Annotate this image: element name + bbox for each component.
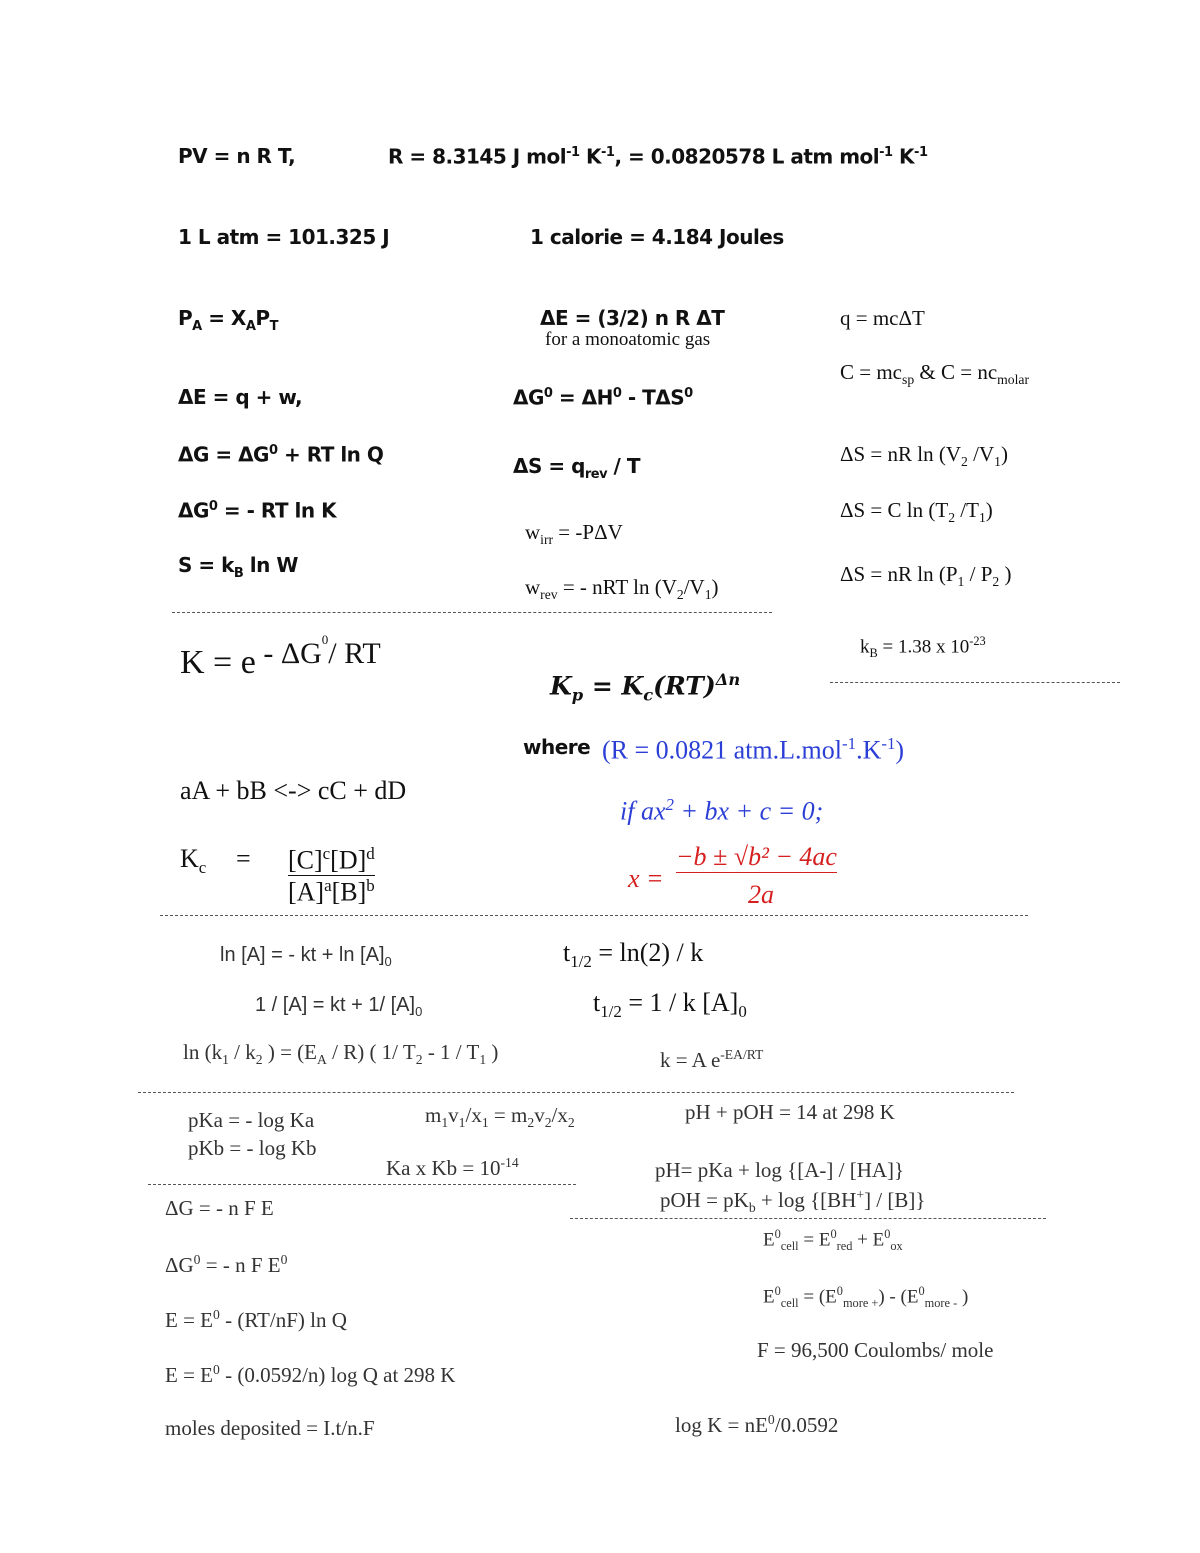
gibbs-cell-standard: $\Delta G^0$ = - n F $E^0$	[165, 1252, 288, 1277]
kc-equals: =	[236, 844, 251, 873]
quadratic-condition: if $ax^2$ + bx + c = 0;	[620, 795, 824, 826]
first-law: ΔE = q + w,	[178, 385, 303, 409]
moles-deposited: moles deposited = I.t/n.F	[165, 1416, 375, 1440]
gibbs-equilibrium: $\Delta G^0$ = - RT ln K	[178, 498, 337, 523]
gas-constant-values: R = 8.3145 J mol$^{-1}$ $K^{-1}$, = 0.0820578 L atm mol$^{-1}$ $K^{-1}$	[388, 144, 928, 169]
half-life-second-order: $t_{1/2} = 1 / k$ $[A]_0$	[593, 988, 747, 1022]
quadratic-x: x =	[628, 864, 664, 893]
work-reversible: $w_{rev}$ = - nRT $\ln (V_2/V_1)$	[525, 575, 719, 603]
monoatomic-energy: ΔE = (3/2) n R ΔT	[540, 306, 725, 330]
entropy-volume: ΔS = nR $\ln (V_2$ $/V_1$)	[840, 442, 1008, 470]
cell-potential-difference: $E^0_{cell} = (E^0_{more +}) - (E^0_{more -}$ )	[763, 1284, 969, 1311]
first-order-law: ln [A] = - kt + $\ln [A]_0$	[220, 944, 392, 969]
cell-potential-sum: $E^0_{cell} = E^0_{red} + E^0_{ox}$	[763, 1227, 903, 1254]
dilution-equation: $m_1v_1/x_1 = m_2v_2/x_2$	[425, 1103, 575, 1131]
second-order-law: 1 / [A] = kt + 1/ $[A]_0$	[255, 994, 423, 1019]
nernst-298k: $E = E^0 - (0.0592/n)$ log Q at 298 K	[165, 1362, 456, 1387]
henderson-base: pOH = $pK_b + \log \{[BH^+] / [B]\}$	[660, 1187, 926, 1216]
kc-numerator: $[C]^c[D]^d$	[288, 844, 375, 875]
quadratic-numerator: −b ± √b² − 4ac	[676, 842, 837, 871]
nernst-equation: $E = E^0 - (RT/nF)$ ln Q	[165, 1307, 347, 1332]
pkb-definition: pKb = - log Kb	[188, 1136, 317, 1160]
ideal-gas-law: PV = n R T,	[178, 144, 296, 168]
latm-conversion: 1 L atm = 101.325 J	[178, 225, 390, 249]
log-k-relation: $\log K = nE^0/0.0592$	[675, 1412, 839, 1437]
heat-equation: q = mcΔT	[840, 306, 925, 330]
divider-line	[148, 1184, 576, 1185]
work-irreversible: $w_{irr} = -P\Delta V$	[525, 520, 623, 548]
partial-pressure: $P_A = X_AP_T$	[178, 306, 278, 334]
quadratic-denominator: 2a	[748, 880, 774, 909]
divider-line	[570, 1218, 1046, 1219]
kc-denominator: $[A]^a[B]^b$	[288, 876, 375, 907]
entropy-pressure: ΔS = nR $\ln (P_1 / P_2$ )	[840, 562, 1012, 590]
monoatomic-note: for a monoatomic gas	[545, 329, 711, 350]
general-reaction: aA + bB <-> cC + dD	[180, 776, 407, 805]
where-label: where	[523, 735, 591, 759]
gibbs-standard: $\Delta G^0 = \Delta H^0 - T\Delta S^0$	[513, 385, 693, 410]
boltzmann-constant: $k_B = 1.38$ x $10^{-23}$	[860, 634, 986, 661]
entropy-heat: $\Delta S = q_{rev} / T$	[513, 454, 640, 482]
heat-capacity: $C = mc_{sp}$ & $C = nc_{molar}$	[840, 360, 1029, 388]
divider-line	[172, 612, 772, 613]
ka-kb-relation: Ka x $Kb = 10^{-14}$	[386, 1155, 519, 1180]
kp-kc-relation: $K_p = K_c(RT)^{\Delta n}$	[550, 670, 741, 705]
boltzmann-entropy: $S = k_B$ ln W	[178, 553, 298, 581]
gibbs-reaction-quotient: $\Delta G = \Delta G^0$ + RT ln Q	[178, 442, 384, 467]
arrhenius-equation: k = A $e^{-EA/RT}$	[660, 1047, 764, 1072]
ph-poh-sum: pH + pOH = 14 at 298 K	[685, 1100, 895, 1124]
gibbs-cell: ΔG = - n F E	[165, 1196, 274, 1220]
divider-line	[160, 915, 1028, 916]
henderson-acid: pH= pKa + log {[A-] / [HA]}	[655, 1158, 905, 1182]
divider-line	[138, 1092, 1014, 1093]
entropy-temperature: ΔS = C $\ln (T_2$ $/T_1$)	[840, 498, 993, 526]
arrhenius-two-point: $\ln (k_1 / k_2$ ) = $(E_A / R)$ ( 1/ $T_2 - 1 / T_1$ )	[183, 1040, 499, 1068]
kc-symbol: $K_c$	[180, 844, 207, 878]
half-life-first-order: $t_{1/2} = \ln(2) / k$	[563, 938, 704, 972]
k-from-gibbs: $K = e - \Delta G^0/$ RT	[180, 632, 381, 681]
faraday-constant: F = 96,500 Coulombs/ mole	[757, 1338, 994, 1362]
calorie-conversion: 1 calorie = 4.184 Joules	[530, 225, 784, 249]
divider-line	[830, 682, 1120, 683]
r-value-note: (R = 0.0821 $atm.L.mol^{-1}.K^{-1}$)	[602, 734, 905, 765]
pka-definition: pKa = - log Ka	[188, 1108, 315, 1132]
